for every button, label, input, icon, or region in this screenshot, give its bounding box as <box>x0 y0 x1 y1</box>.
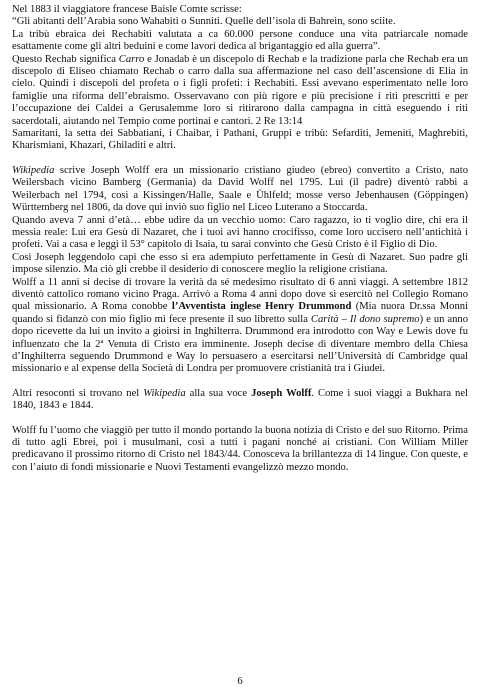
wikipedia-ref-2: Wikipedia <box>143 387 186 399</box>
other-accounts-paragraph: Altri resoconti si trovano nel Wikipedia alla sua voce Joseph Wolff. Come i suoi viaggi a Bukhara nel 1840, 1843 e 1844. <box>12 387 469 412</box>
section-rechabites <box>12 4 468 153</box>
wolff-summary-paragraph: Wolff fu l’uomo che viaggiò per tutto il mondo portando la buona notizia di Cristo e del suo Ritorno. Prima di tutto agli Ebrei, poi i musulmani, così a tutti i pagani nonché ai cristiani. Con William Miller predicavano il prossimo ritorno di Cristo nel 1843/44. Conosceva la brillantezza di 14 lingue. Con queste, e con l’aiuto di fondi missionarie e Nuovi Testamenti evangelizzò mezzo mondo. <box>12 424 468 473</box>
quote-continuation: La tribù ebraica dei Rechabiti valutata a ca 60.000 persone conduce una vita patriarcale nomade esattamente come gli altri beduini e come lavori dedica al brigantaggio ed alla guerra”. <box>12 28 468 53</box>
wolff-reading-paragraph: Così Joseph leggendolo capì che esso si era adempiuto perfettamente in Gesù di Nazaret. Suo padre gli impose silenzio. Ma ciò gli crebbe il desiderio di conoscere meglio la religione cristiana. <box>12 251 468 276</box>
section-other-accounts <box>12 388 468 413</box>
carro-term: Carro <box>118 53 145 65</box>
groups-paragraph: Samaritani, la setta dei Sabbatiani, i Chaibar, i Pathani, Gruppi e tribù: Sefarditi, Jemeniti, Maghrebiti, Kharismiani, Khazari, Ghiladiti e altri. <box>12 128 468 152</box>
rechab-paragraph: Questo Rechab significa Carro e Jonadab è un discepolo di Rechab e la tradizione parla che Rechab era un discepolo di Eliseo chiamato Rechab o carro dalla sua affermazione nel caso dell’ascensione di Elia in cielo. Quindi i discepoli del profeta o i figli profeti: i Rechabiti. Essi avevano esperimentato nelle loro famiglie una riforma dell’ebraismo. Osservavano con più rigore e più precisione i riti prescritti e per l’occupazione dei Caldei a Gerusalemme loro si ritirarono dalla campagna in città eseguendo i riti sacerdotali, aiutando nel Tempio come portinai e cantori. 2 Re 13:14 <box>12 53 468 127</box>
quote-line: “Gli abitanti dell’Arabia sono Wahabiti o Sunniti. Quelle dell’isola di Bahrein, sono sciite. <box>12 16 396 28</box>
section-wolff <box>12 165 468 376</box>
book-title: Carità – Il dono supremo <box>310 313 420 325</box>
joseph-wolff-entry: Joseph Wolff <box>251 387 312 399</box>
page-number: 6 <box>237 676 243 687</box>
wikipedia-ref: Wikipedia <box>12 164 55 176</box>
wolff-origin-paragraph: Wikipedia scrive Joseph Wolff era un missionario cristiano giudeo (ebreo) convertito a Cristo, nato Weilersbach vicino Bamberg (Germania) da David Wolff nel 1795. Lui (il padre) diventò rabbi a Weilerbach nel 1794, così a Kissingen/Halle, Saale e Ühlfeld; mosse verso Jebenhausen (Göppingen) Württemberg nel 1806, da dove qui inviò suo figlio nel Liceo Luterano a Stoccarda. <box>12 164 468 214</box>
wolff-journey-paragraph: Wolff a 11 anni si decise di trovare la verità da sé medesimo risultato di 6 anni viaggi. A settembre 1812 diventò cattolico romano vicino Praga. Arrivò a Roma 4 anni dopo dove si esercitò nel Collegio Romano qual missionario. A Roma conobbe l’Avventista inglese Henry Drummond (Mia nuora Dr.ssa Monni quando si fidanzò con mio figlio mi fece presente il suo libretto sulla Carità – Il dono supremo) e un anno dopo ricevette da lui un invito a gioirsi in Inghilterra. Drummond era introdotto con Way e Lewis dove fu influenzato che la 2ª Venuta di Cristo era imminente. Joseph decise di diventare membro della Chiesa d’Inghilterra seguendo Drummond e Way lo persuasero a esercitarsi nell’Università di Cambridge qual missionario e al expense della Società di Londra per promuovere cristianità tra i Giudei. <box>12 276 469 375</box>
drummond-highlight: l’Avventista inglese Henry Drummond <box>171 301 352 313</box>
section-wolff-summary <box>12 425 468 475</box>
intro-line: Nel 1883 il viaggiatore francese Baisle Comte scrisse: <box>12 4 242 15</box>
wolff-childhood-paragraph: Quando aveva 7 anni d’età… ebbe udire da un vecchio uomo: Caro ragazzo, io ti voglio dire, chi era il messia reale: Lui era Gesù di Nazaret, che i tuoi avi hanno crocifisso, come loro uccisero nell’antichità i profeti. Vai a casa e leggi il 53° capitolo di Isaia, tu sarai convinto che Gesù Cristo è il Figlio di Dio. <box>12 214 468 251</box>
